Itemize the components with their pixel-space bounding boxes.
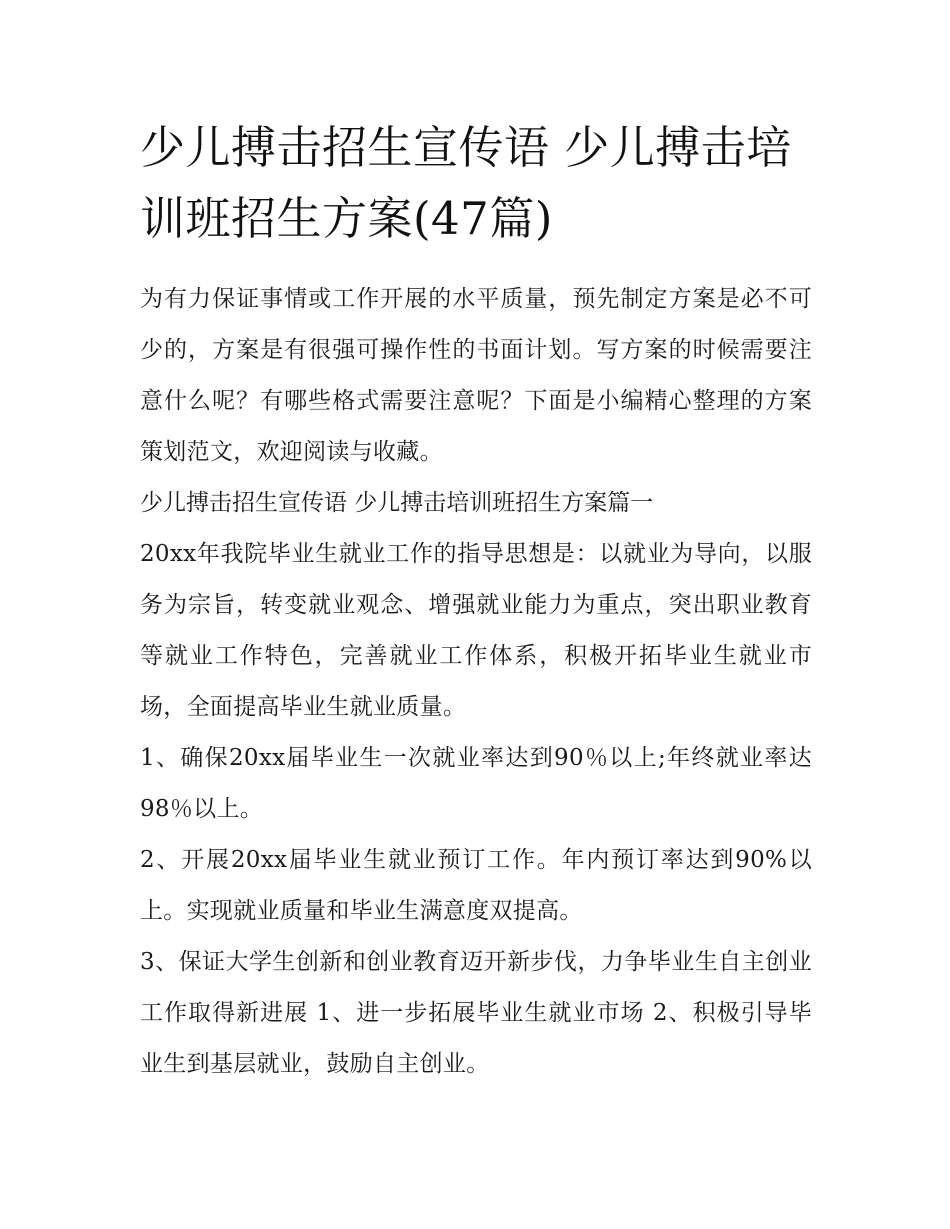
- goal-item-2: 2、开展20xx届毕业生就业预订工作。年内预订率达到90%以上。实现就业质量和毕业生满意度双提高。: [140, 847, 812, 924]
- guiding-principle-paragraph: 20xx年我院毕业生就业工作的指导思想是：以就业为导向，以服务为宗旨，转变就业观念、增强就业能力为重点，突出职业教育等就业工作特色，完善就业工作体系，积极开拓毕业生就业市场，全面提高毕业生就业质量。: [140, 541, 812, 720]
- goal-item-3: 3、保证大学生创新和创业教育迈开新步伐，力争毕业生自主创业工作取得新进展 1、进一步拓展毕业生就业市场 2、积极引导毕业生到基层就业，鼓励自主创业。: [140, 949, 812, 1077]
- goal-item-1: 1、确保20xx届毕业生一次就业率达到90％以上;年终就业率达98％以上。: [140, 745, 812, 822]
- document-page: [140, 112, 812, 1090]
- document-body: [140, 274, 812, 1090]
- section-heading: 少儿搏击招生宣传语 少儿搏击培训班招生方案篇一: [140, 490, 654, 516]
- intro-paragraph: 为有力保证事情或工作开展的水平质量，预先制定方案是必不可少的，方案是有很强可操作性的书面计划。写方案的时候需要注意什么呢？有哪些格式需要注意呢？下面是小编精心整理的方案策划范文，欢迎阅读与收藏。: [140, 286, 812, 465]
- document-title: 少儿搏击招生宣传语 少儿搏击培训班招生方案(47篇): [140, 121, 792, 245]
